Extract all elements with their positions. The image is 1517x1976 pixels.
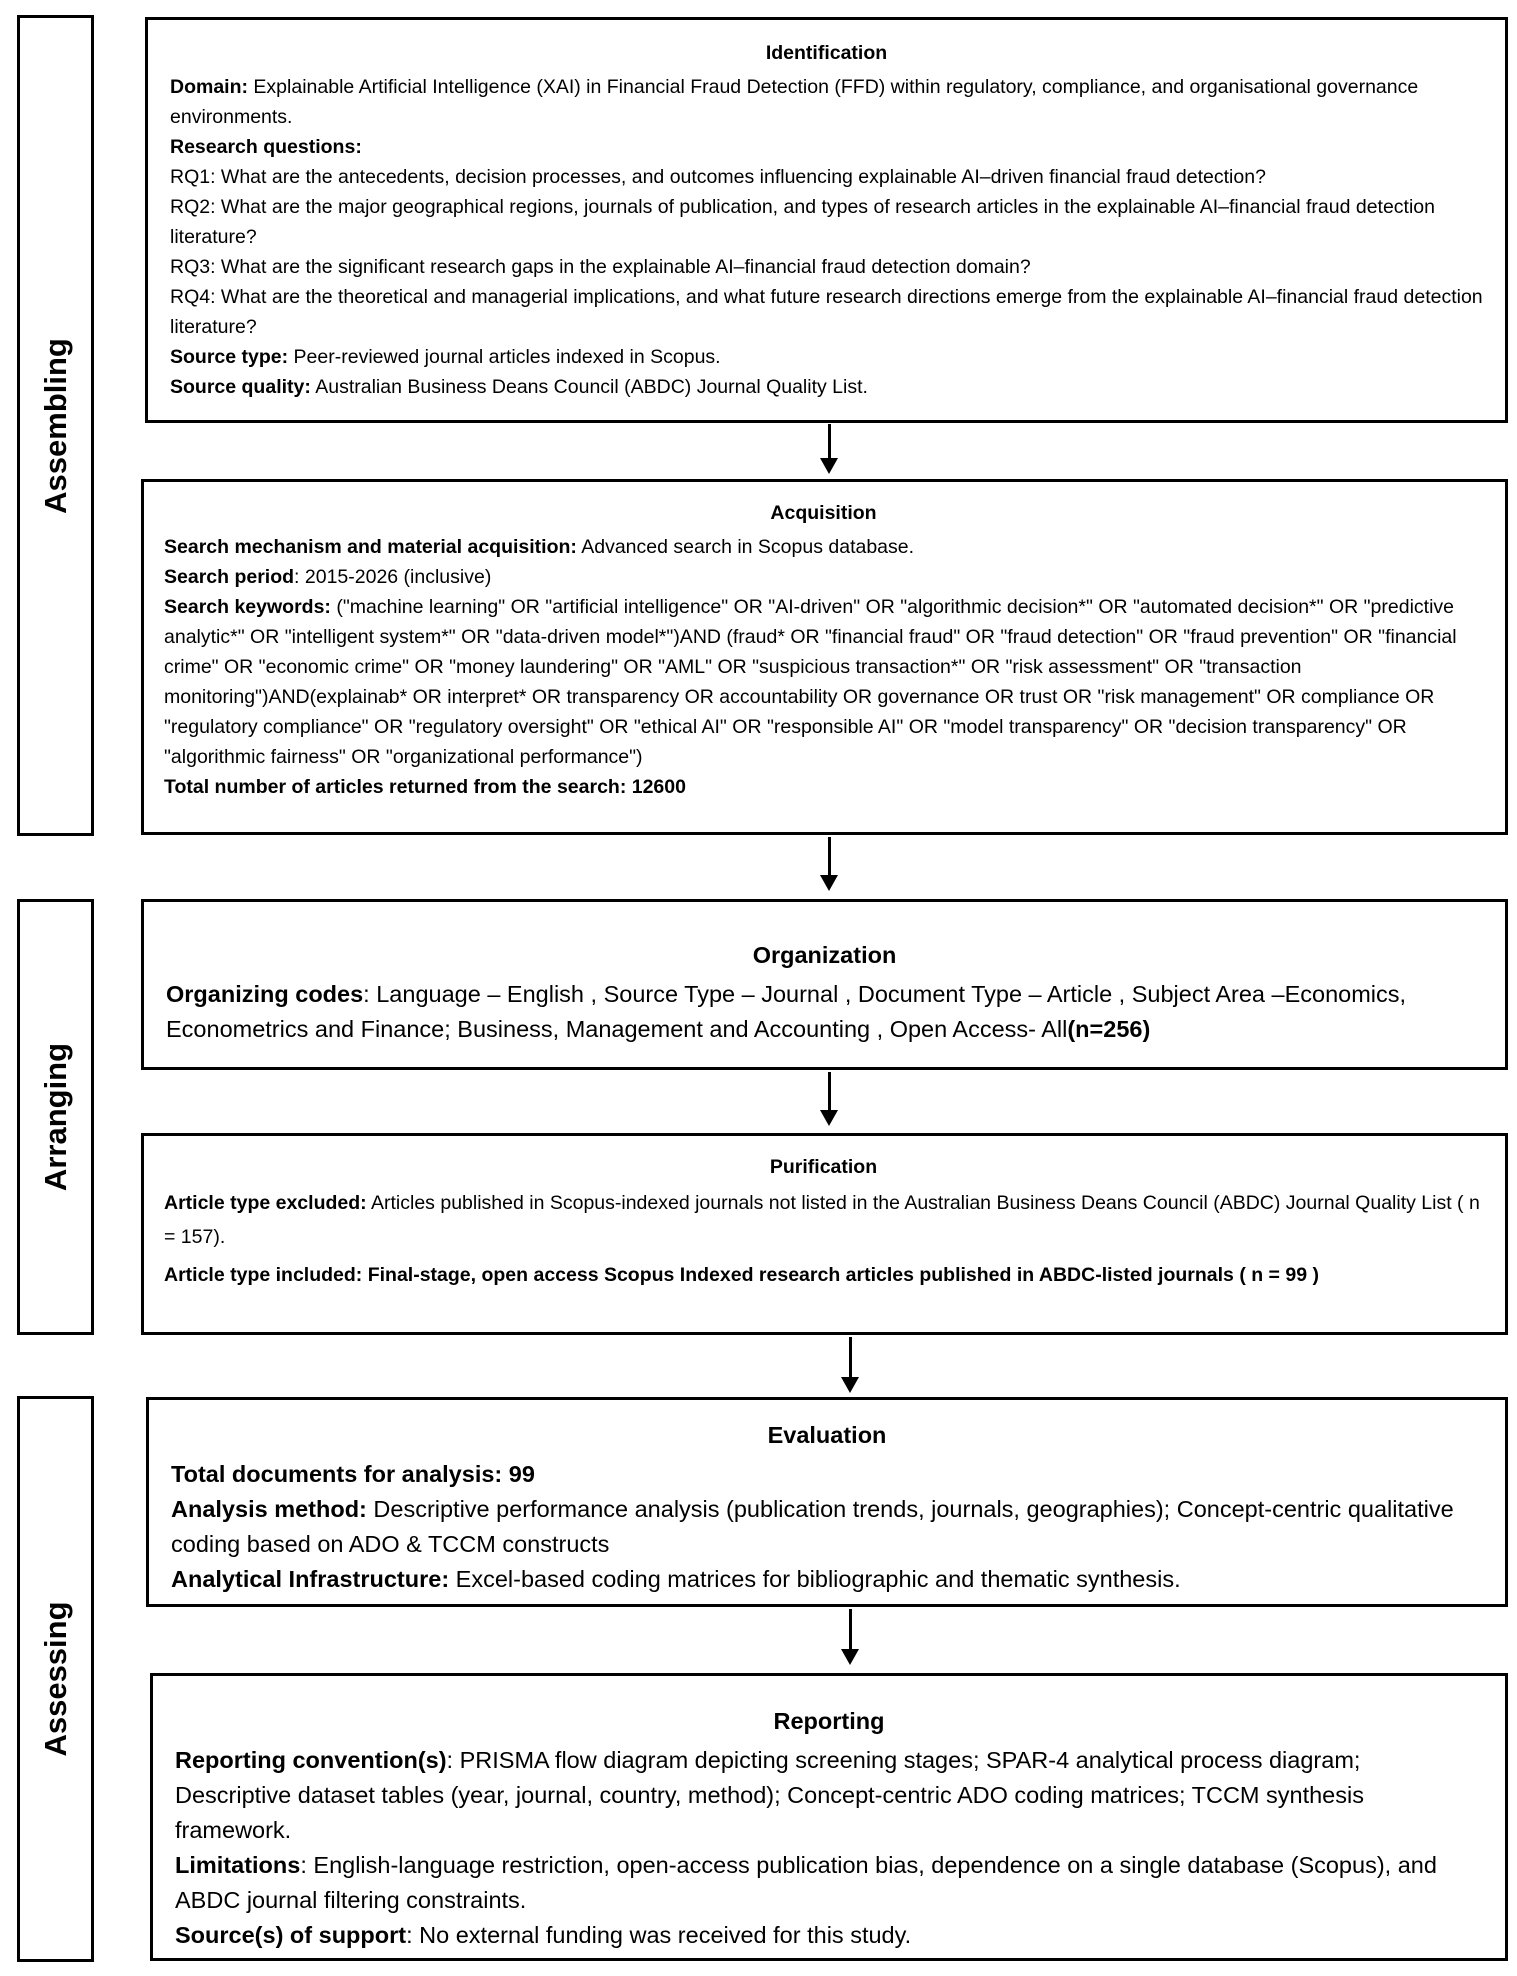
limitations-text: : English-language restriction, open-access publication bias, dependence on a single database (Scopus), and ABDC journal filtering constraints. — [175, 1852, 1437, 1913]
purification-box — [141, 1133, 1508, 1335]
source-type-label: Source type: — [170, 346, 289, 368]
reporting-convention-label: Reporting convention(s) — [175, 1747, 447, 1773]
analytical-infrastructure-text: Excel-based coding matrices for bibliographic and thematic synthesis. — [449, 1566, 1181, 1592]
rq2-text: RQ2: What are the major geographical regions, journals of publication, and types of research articles in the explainable AI–financial fraud detection literature? — [170, 196, 1435, 248]
analytical-infrastructure-label: Analytical Infrastructure: — [171, 1566, 450, 1592]
acquisition-box — [141, 479, 1508, 835]
analysis-method-label: Analysis method: — [171, 1496, 367, 1522]
analysis-method-text: Descriptive performance analysis (publication trends, journals, geographies); Concept-centric qualitative coding based on ADO & TCCM constructs — [171, 1496, 1454, 1557]
reporting-convention-line — [175, 1743, 1483, 1848]
evaluation-box — [146, 1397, 1508, 1607]
organization-title: Organization — [752, 942, 897, 968]
purification-title: Purification — [769, 1156, 878, 1178]
stage-assembling — [17, 15, 94, 836]
reporting-box — [150, 1673, 1508, 1961]
rq4-text: RQ4: What are the theoretical and managerial implications, and what future research directions emerge from the explainable AI–financial fraud detection literature? — [170, 286, 1483, 338]
excluded-line — [164, 1186, 1483, 1254]
source-support-label: Source(s) of support — [175, 1922, 407, 1948]
source-support-line — [175, 1918, 1483, 1953]
stage-assessing — [17, 1396, 94, 1962]
search-mechanism-text: Advanced search in Scopus database. — [576, 536, 915, 558]
limitations-line — [175, 1848, 1483, 1918]
search-period-line — [164, 562, 1483, 592]
total-articles-line: Total number of articles returned from the search: 12600 — [164, 776, 686, 798]
identification-title: Identification — [765, 42, 888, 64]
organizing-codes-label: Organizing codes — [166, 981, 364, 1007]
arrow-purification-evaluation — [849, 1337, 852, 1389]
domain-text: Explainable Artificial Intelligence (XAI) in Financial Fraud Detection (FFD) within regulatory, compliance, and organisational governance environments. — [170, 76, 1419, 128]
search-keywords-line — [164, 592, 1483, 772]
rq1-text: RQ1: What are the antecedents, decision processes, and outcomes influencing explainable AI–driven financial fraud detection? — [170, 166, 1266, 188]
source-support-text: : No external funding was received for this study. — [406, 1922, 912, 1948]
search-mechanism-label: Search mechanism and material acquisition: — [164, 536, 577, 558]
arrow-identification-acquisition — [828, 424, 831, 470]
domain-line — [170, 72, 1483, 132]
arrow-organization-purification — [828, 1072, 831, 1122]
organizing-codes-line — [166, 977, 1483, 1047]
rq3-text: RQ3: What are the significant research gaps in the explainable AI–financial fraud detection domain? — [170, 256, 1031, 278]
total-documents-line: Total documents for analysis: 99 — [171, 1461, 535, 1487]
source-type-text: Peer-reviewed journal articles indexed in Scopus. — [288, 346, 721, 368]
search-keywords-text: ("machine learning" OR "artificial intelligence" OR "AI-driven" OR "algorithmic decision*" OR "automated decision*" OR "predictive analytic*" OR "intelligent system*" OR "data-driven model*")AND (fraud* OR "financial fraud" OR "fraud detection" OR "fraud prevention" OR "financial crime" OR "economic crime" OR "money laundering" OR "AML" OR "suspicious transaction*" OR "risk assessment" OR "transaction monitoring")AND(explainab* OR interpret* OR transparency OR accountability OR governance OR trust OR "risk management" OR compliance OR "regulatory compliance" OR "regulatory oversight" OR "ethical AI" OR "responsible AI" OR "model transparency" OR "decision transparency" OR "algorithmic fairness" OR "organizational performance") — [164, 596, 1457, 768]
excluded-text: Articles published in Scopus-indexed journals not listed in the Australian Business Deans Council (ABDC) Journal Quality List ( n = 157). — [164, 1192, 1480, 1248]
excluded-label: Article type excluded: — [164, 1192, 367, 1214]
arrow-acquisition-organization — [828, 837, 831, 887]
limitations-label: Limitations — [175, 1852, 301, 1878]
analytical-infrastructure-line — [171, 1562, 1483, 1597]
organizing-codes-count: (n=256) — [1067, 1016, 1151, 1042]
evaluation-title: Evaluation — [767, 1422, 887, 1448]
research-questions-label: Research questions: — [170, 136, 362, 158]
included-line: Article type included: Final-stage, open access Scopus Indexed research articles published in ABDC-listed journals ( n = 99 ) — [164, 1264, 1319, 1286]
stage-arranging-label: Arranging — [37, 1042, 73, 1192]
source-quality-line — [170, 372, 1483, 402]
search-period-text: : 2015-2026 (inclusive) — [294, 566, 492, 588]
search-mechanism-line — [164, 532, 1483, 562]
identification-box — [145, 17, 1508, 423]
source-quality-label: Source quality: — [170, 376, 311, 398]
analysis-method-line — [171, 1492, 1483, 1562]
stage-assembling-label: Assembling — [37, 337, 73, 514]
stage-assessing-label: Assessing — [37, 1601, 73, 1757]
source-type-line — [170, 342, 1483, 372]
reporting-convention-text: : PRISMA flow diagram depicting screening stages; SPAR-4 analytical process diagram; Descriptive dataset tables (year, journal, country, method); Concept-centric ADO coding matrices; TCCM synthesis framework. — [175, 1747, 1364, 1843]
source-quality-text: Australian Business Deans Council (ABDC) Journal Quality List. — [310, 376, 868, 398]
stage-arranging — [17, 899, 94, 1335]
acquisition-title: Acquisition — [770, 502, 877, 524]
arrow-evaluation-reporting — [849, 1609, 852, 1661]
reporting-title: Reporting — [773, 1708, 885, 1734]
organization-box — [141, 899, 1508, 1070]
organizing-codes-text: : Language – English , Source Type – Journal , Document Type – Article , Subject Area –Economics, Econometrics and Finance; Business, Management and Accounting , Open Access- All — [166, 981, 1407, 1042]
search-keywords-label: Search keywords: — [164, 596, 331, 618]
domain-label: Domain: — [170, 76, 248, 98]
search-period-label: Search period — [164, 566, 295, 588]
